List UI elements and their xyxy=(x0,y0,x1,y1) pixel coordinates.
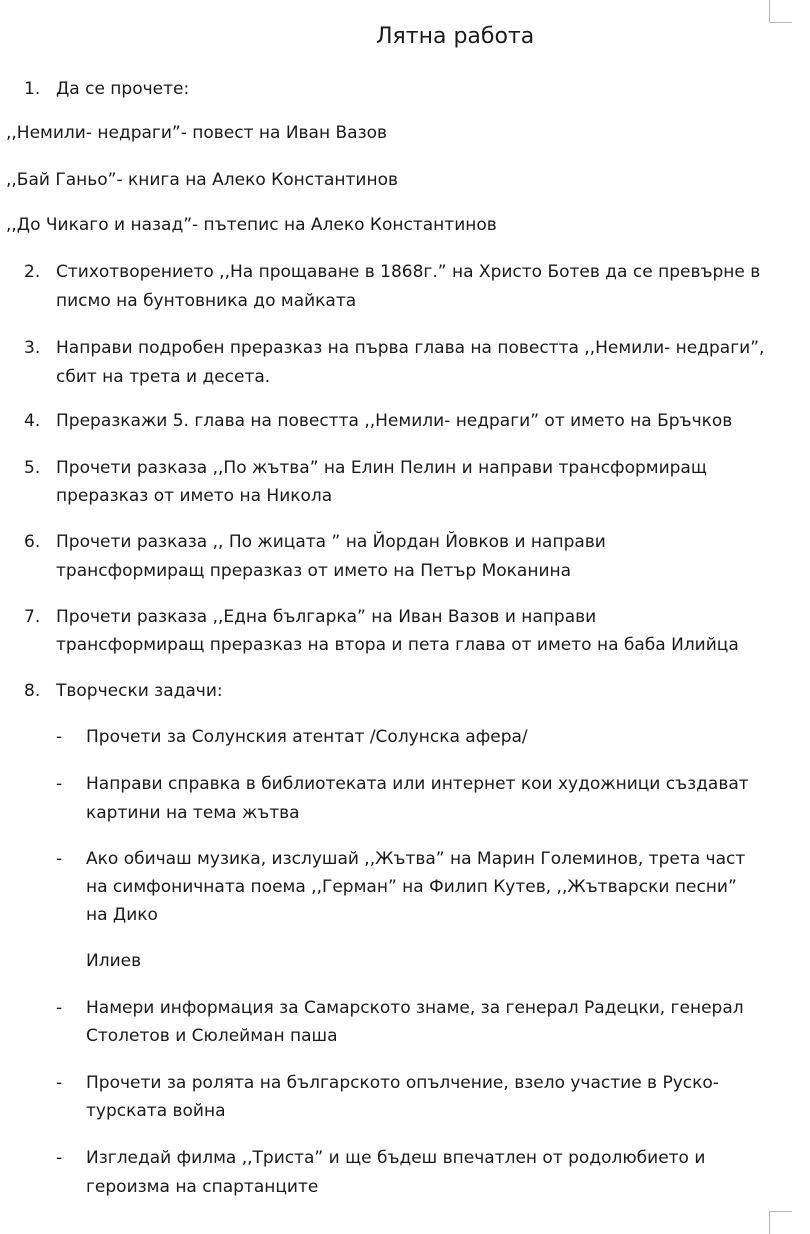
page-corner-mark-top xyxy=(769,0,792,23)
item-2-number: 2. xyxy=(24,262,41,282)
task-3-line-1: Ако обичаш музика, изслушай ,,Жътва” на Марин Големинов, трета част xyxy=(86,849,746,869)
item-3-number: 3. xyxy=(24,338,41,358)
task-3-line-3: на Дико xyxy=(86,905,158,925)
task-5-dash: - xyxy=(56,1073,63,1093)
task-4-line-1: Намери информация за Самарското знаме, за генерал Радецки, генерал xyxy=(86,998,744,1018)
book-2: ,,Бай Ганьо”- книга на Алеко Константинов xyxy=(6,170,399,190)
item-8-line-1: Творчески задачи: xyxy=(56,681,223,701)
document-title: Лятна работа xyxy=(376,24,535,49)
task-1-dash: - xyxy=(56,727,63,747)
item-5-line-2: преразказ от името на Никола xyxy=(56,486,333,506)
item-5-line-1: Прочети разказа ,,По жътва” на Елин Пелин и направи трансформиращ xyxy=(56,458,707,478)
item-1-text: Да се прочете: xyxy=(56,79,190,99)
task-3-continuation: Илиев xyxy=(86,951,142,971)
item-8-number: 8. xyxy=(24,681,41,701)
book-1: ,,Немили- недраги”- повест на Иван Вазов xyxy=(6,123,388,143)
item-6-number: 6. xyxy=(24,532,41,552)
item-1-number: 1. xyxy=(24,79,41,99)
task-3-line-2: на симфоничната поема ,,Герман” на Филип Кутев, ,,Жътварски песни” xyxy=(86,877,737,897)
task-2-dash: - xyxy=(56,774,63,794)
item-5-number: 5. xyxy=(24,458,41,478)
task-5-line-2: турската война xyxy=(86,1101,226,1121)
task-2-line-1: Направи справка в библиотеката или интернет кои художници създават xyxy=(86,774,749,794)
item-2-line-1: Стихотворението ,,На прощаване в 1868г.” на Христо Ботев да се превърне в xyxy=(56,262,761,282)
item-6-line-1: Прочети разказа ,, По жицата ” на Йордан Йовков и направи xyxy=(56,532,606,552)
item-7-line-1: Прочети разказа ,,Една българка” на Иван Вазов и направи xyxy=(56,607,597,627)
item-3-line-1: Направи подробен преразказ на първа глава на повестта ,,Немили- недраги”, xyxy=(56,338,765,358)
task-4-line-2: Столетов и Сюлейман паша xyxy=(86,1026,338,1046)
task-1-line-1: Прочети за Солунския атентат /Солунска афера/ xyxy=(86,727,528,747)
task-4-dash: - xyxy=(56,998,63,1018)
task-6-line-1: Изгледай филма ,,Триста” и ще бъдеш впечатлен от родолюбието и xyxy=(86,1148,706,1168)
item-4-line-1: Преразкажи 5. глава на повестта ,,Немили- недраги” от името на Бръчков xyxy=(56,411,733,431)
item-7-number: 7. xyxy=(24,607,41,627)
item-7-line-2: трансформиращ преразказ на втора и пета глава от името на баба Илийца xyxy=(56,635,739,655)
item-6-line-2: трансформиращ преразказ от името на Петър Моканина xyxy=(56,561,572,581)
item-4-number: 4. xyxy=(24,411,41,431)
task-6-line-2: героизма на спартанците xyxy=(86,1177,319,1197)
book-3: ,,До Чикаго и назад”- пътепис на Алеко Константинов xyxy=(6,215,497,235)
item-3-line-2: сбит на трета и десета. xyxy=(56,367,271,387)
task-2-line-2: картини на тема жътва xyxy=(86,803,300,823)
item-2-line-2: писмо на бунтовника до майката xyxy=(56,291,357,311)
task-6-dash: - xyxy=(56,1148,63,1168)
task-5-line-1: Прочети за ролята на българското опълчение, взело участие в Руско- xyxy=(86,1073,719,1093)
page-corner-mark-bottom xyxy=(769,1211,792,1234)
task-3-dash: - xyxy=(56,849,63,869)
